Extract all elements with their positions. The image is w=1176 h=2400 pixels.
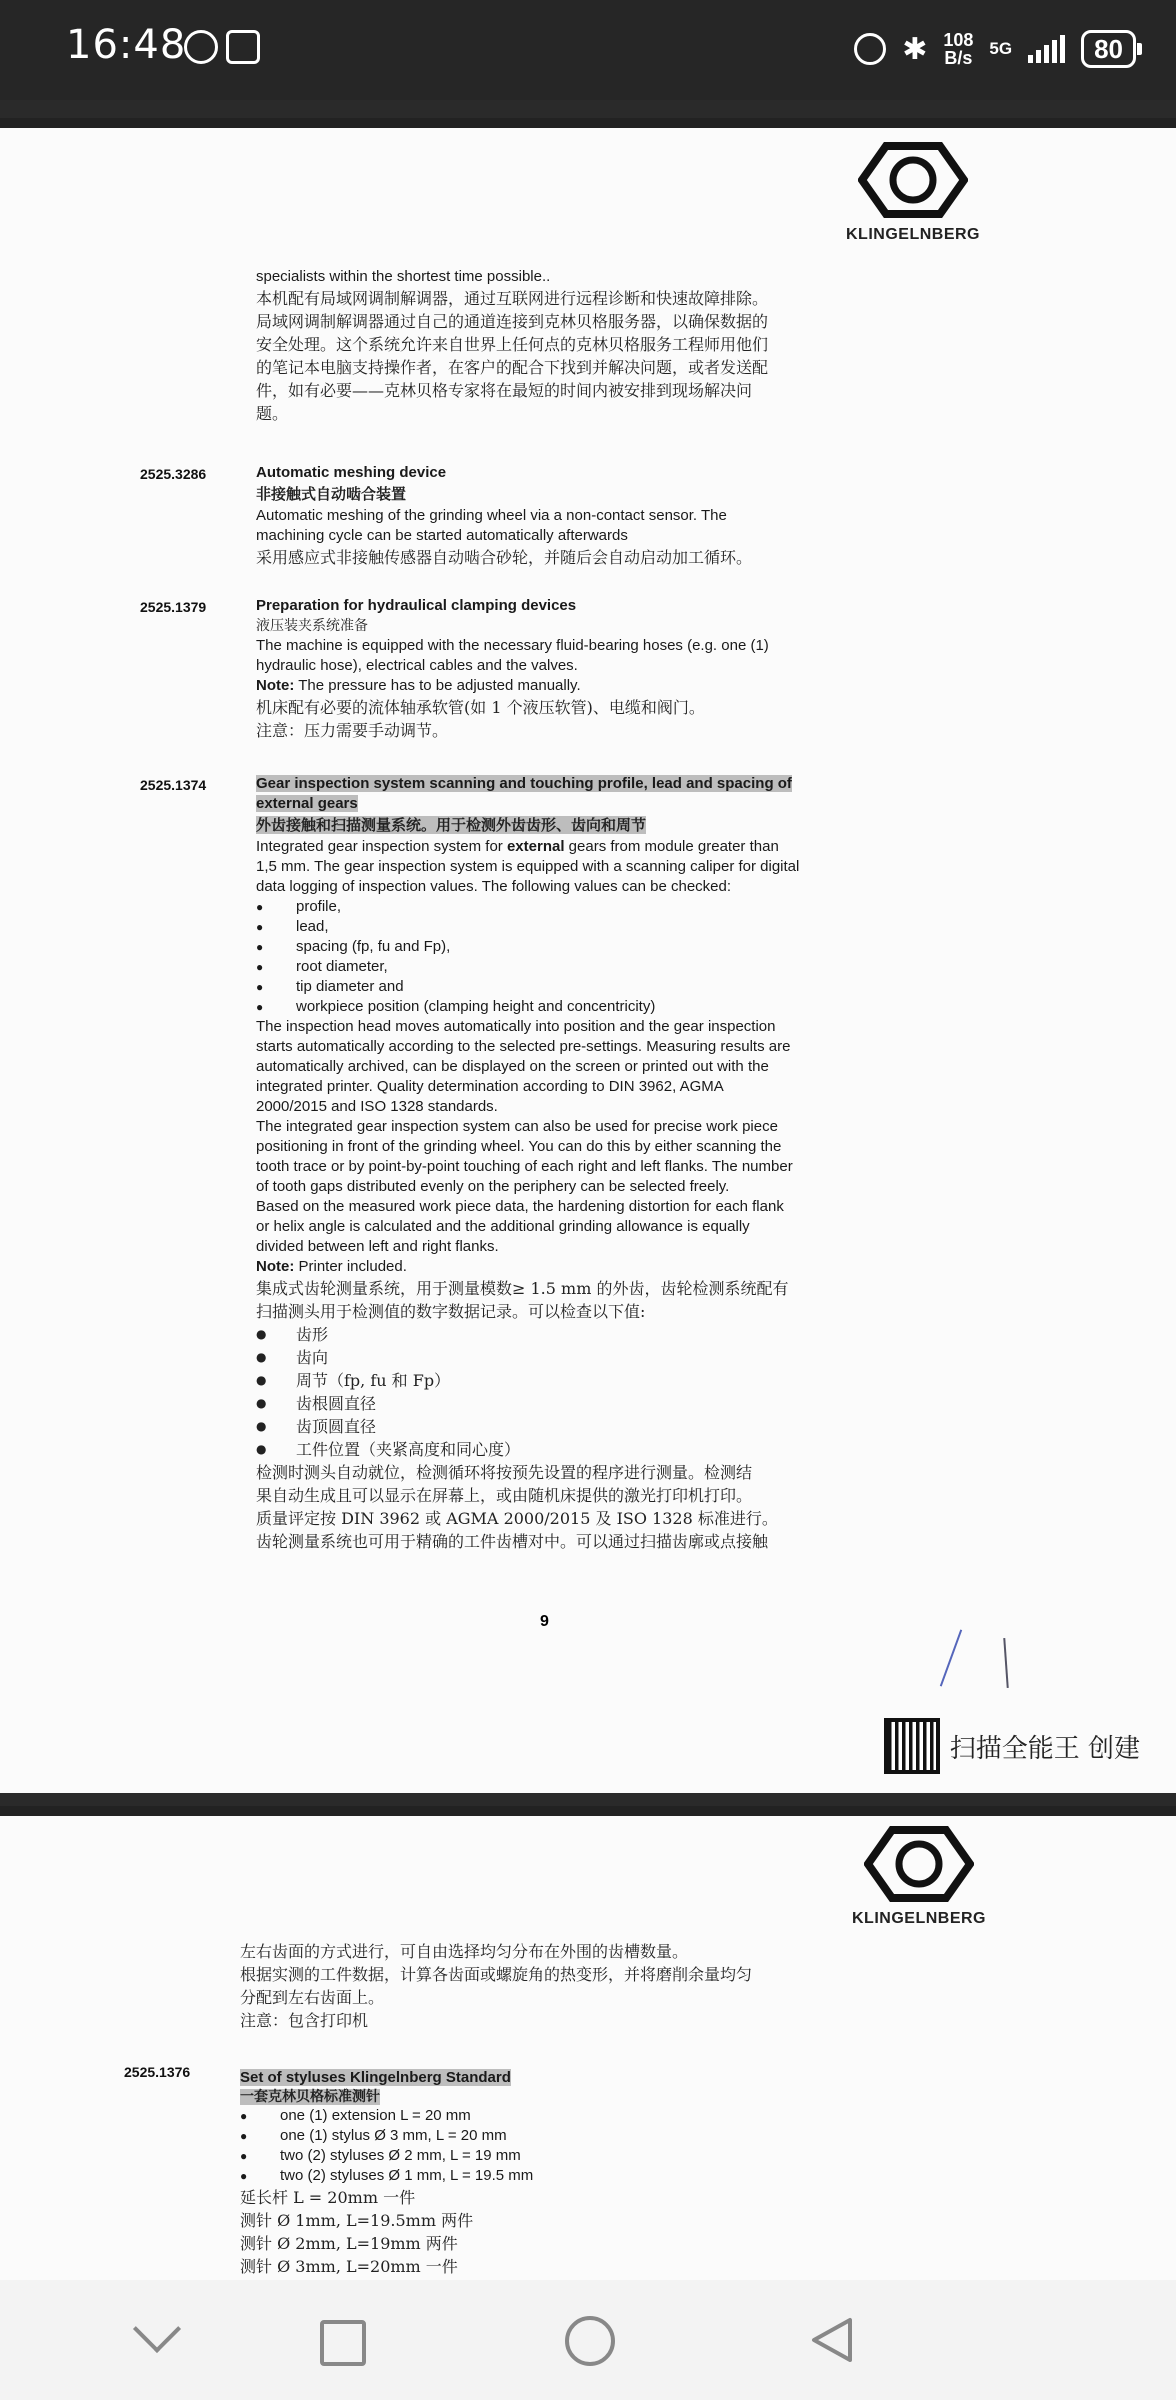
section-body-line: The inspection head moves automatically into position and the gear inspection [256, 1018, 776, 1035]
section-body-line: of tooth gaps distributed evenly on the periphery can be selected freely. [256, 1178, 730, 1195]
list-item: ● one (1) extension L = 20 mm [240, 2106, 920, 2126]
list-item: ● 工件位置（夹紧高度和同心度） [256, 1438, 886, 1461]
app-notification-icon [184, 30, 218, 64]
bluetooth-icon: ✱ [902, 31, 928, 67]
list-item: ● tip diameter and [256, 977, 886, 997]
section-number: 2525.1379 [140, 599, 207, 615]
network-speed: 108 B/s [943, 30, 974, 68]
qr-code-icon [884, 1718, 940, 1774]
logo-hexagon-icon [864, 1824, 974, 1904]
network-type: 5G [989, 39, 1013, 58]
navigation-bar [0, 2280, 1176, 2400]
check-values-list-zh [256, 1323, 886, 1461]
section-body-zh: 注意：包含打印机 [240, 2011, 369, 2030]
section-body-zh: 注意：压力需要手动调节。 [256, 721, 449, 740]
section-body-zh: 左右齿面的方式进行，可自由选择均匀分布在外围的齿槽数量。 [240, 1942, 689, 1961]
section-title-zh: 液压装夹系统准备 [256, 618, 368, 634]
section-body-line: 2000/2015 and ISO 1328 standards. [256, 1098, 498, 1115]
section-title-zh: 一套克林贝格标准测针 [240, 2089, 380, 2105]
section-hydraulic-clamping [256, 596, 916, 742]
section-body-line: integrated printer. Quality determination according to DIN 3962, AGMA [256, 1078, 724, 1095]
section-body-zh: 延长杆 L = 20mm 一件 [240, 2188, 416, 2207]
watermark-text: 扫描全能王 创建 [949, 1733, 1140, 1764]
page-top-border [0, 118, 1176, 128]
clock: 16:48 [66, 22, 187, 68]
section-body-zh: 机床配有必要的流体轴承软管(如 1 个液压软管)、电缆和阀门。 [256, 698, 705, 717]
alarm-icon [854, 33, 886, 65]
section-body-line: Integrated gear inspection system for external gears from module greater than [256, 838, 779, 855]
logo-hexagon-icon [858, 140, 968, 220]
logo-text: KLINGELNBERG [846, 226, 980, 243]
back-button[interactable] [810, 2316, 854, 2364]
page-top-border [0, 1806, 1176, 1816]
document-page-2 [0, 1806, 1176, 2280]
section-body-zh: 测针 Ø 1mm, L=19.5mm 两件 [240, 2211, 474, 2230]
section-body-zh: 果自动生成且可以显示在屏幕上，或由随机床提供的激光打印机打印。 [256, 1486, 753, 1505]
section-number: 2525.1374 [140, 777, 207, 793]
section-body-line: divided between left and right flanks. [256, 1238, 499, 1255]
document-page-1 [0, 118, 1176, 1793]
section-body-zh: 集成式齿轮测量系统，用于测量模数≥ 1.5 mm 的外齿，齿轮检测系统配有 [256, 1279, 789, 1298]
section-body-line: or helix angle is calculated and the additional grinding allowance is equally [256, 1218, 750, 1235]
collapse-chevron-icon[interactable] [133, 2305, 181, 2353]
section-body-line: tooth trace or by point-by-point touching of each right and left flanks. The number [256, 1158, 793, 1175]
section-title: Automatic meshing device [256, 464, 447, 481]
section-body-zh: 分配到左右齿面上。 [240, 1988, 385, 2007]
list-item: ● workpiece position (clamping height and concentricity) [256, 997, 886, 1017]
logo-text: KLINGELNBERG [852, 1910, 986, 1927]
section-body-line: The machine is equipped with the necessary fluid-bearing hoses (e.g. one (1) [256, 637, 769, 654]
section-body-zh: 根据实测的工件数据，计算各齿面或螺旋角的热变形，并将磨削余量均匀 [240, 1965, 753, 1984]
section-body-zh: 采用感应式非接触传感器自动啮合砂轮，并随后会自动启动加工循环。 [256, 548, 753, 567]
section-note: Note: The pressure has to be adjusted manually. [256, 677, 581, 694]
pen-mark [1003, 1638, 1008, 1688]
section-body-zh: 测针 Ø 2mm, L=19mm 两件 [240, 2234, 458, 2253]
section-title: Set of styluses Klingelnberg Standard [240, 2069, 511, 2086]
section-body-zh: 齿轮测量系统也可用于精确的工件齿槽对中。可以通过扫描齿廓或点接触 [256, 1532, 769, 1551]
pen-mark [940, 1629, 962, 1686]
section-body-line: Automatic meshing of the grinding wheel via a non-contact sensor. The [256, 507, 727, 524]
page-number: 9 [540, 1613, 549, 1630]
section-body-line: data logging of inspection values. The following values can be checked: [256, 878, 732, 895]
check-values-list [256, 897, 886, 1017]
section-title-zh: 外齿接触和扫描测量系统。用于检测外齿齿形、齿向和周节 [256, 816, 647, 834]
intro-block [256, 267, 916, 425]
section-body-line: machining cycle can be started automatically afterwards [256, 527, 628, 544]
intro-zh-line: 局域网调制解调器通过自己的通道连接到克林贝格服务器，以确保数据的 [256, 312, 769, 331]
section-title: Gear inspection system scanning and touching profile, lead and spacing of [256, 775, 792, 792]
section-body-line: Based on the measured work piece data, the hardening distortion for each flank [256, 1198, 784, 1215]
scanner-watermark [884, 1718, 1140, 1774]
list-item: ● root diameter, [256, 957, 886, 977]
status-bar [0, 0, 1176, 100]
section-body-line: The integrated gear inspection system can also be used for precise work piece [256, 1118, 778, 1135]
klingelnberg-logo [843, 140, 983, 244]
section-title: Preparation for hydraulical clamping devices [256, 597, 577, 614]
section-gear-inspection [256, 774, 886, 1553]
status-icons [854, 24, 1136, 74]
list-item: ● one (1) stylus Ø 3 mm, L = 20 mm [240, 2126, 920, 2146]
nfc-icon [226, 30, 260, 64]
list-item: ● 齿顶圆直径 [256, 1415, 886, 1438]
home-button[interactable] [565, 2316, 615, 2366]
stylus-list [240, 2106, 920, 2186]
intro-zh-line: 件，如有必要——克林贝格专家将在最短的时间内被安排到现场解决问 [256, 381, 753, 400]
section-number: 2525.1376 [124, 2064, 191, 2080]
section-body-line: hydraulic hose), electrical cables and the valves. [256, 657, 578, 674]
klingelnberg-logo [849, 1824, 989, 1928]
section-body-line: automatically archived, can be displayed on the screen or printed out with the [256, 1058, 769, 1075]
section-body-zh: 测针 Ø 3mm, L=20mm 一件 [240, 2257, 458, 2276]
list-item: ● 周节（fp, fu 和 Fp） [256, 1369, 886, 1392]
section-number: 2525.3286 [140, 466, 207, 482]
section-title-zh: 非接触式自动啮合装置 [256, 485, 407, 503]
list-item: ● 齿根圆直径 [256, 1392, 886, 1415]
section-stylus-set [240, 2068, 920, 2278]
section-body-zh: 质量评定按 DIN 3962 或 AGMA 2000/2015 及 ISO 1328 标准进行。 [256, 1509, 778, 1528]
list-item: ● lead, [256, 917, 886, 937]
section-body-zh: 检测时测头自动就位，检测循环将按预先设置的程序进行测量。检测结 [256, 1463, 753, 1482]
intro-zh-line: 本机配有局域网调制解调器，通过互联网进行远程诊断和快速故障排除。 [256, 289, 769, 308]
intro-zh-line: 安全处理。这个系统允许来自世界上任何点的克林贝格服务工程师用他们 [256, 335, 769, 354]
section-automatic-meshing [256, 463, 916, 569]
section-body-line: 1,5 mm. The gear inspection system is equipped with a scanning caliper for digital [256, 858, 800, 875]
list-item: ● spacing (fp, fu and Fp), [256, 937, 886, 957]
section-body-line: starts automatically according to the selected pre-settings. Measuring results are [256, 1038, 791, 1055]
section-note: Note: Printer included. [256, 1258, 407, 1275]
battery-indicator: 80 [1081, 30, 1136, 68]
signal-icon [1028, 35, 1065, 63]
continuation-block [240, 1940, 920, 2032]
section-body-line: positioning in front of the grinding wheel. You can do this by either scanning the [256, 1138, 782, 1155]
recent-apps-button[interactable] [320, 2320, 366, 2366]
intro-en: specialists within the shortest time possible.. [256, 268, 551, 285]
section-body-zh: 扫描测头用于检测值的数字数据记录。可以检查以下值: [256, 1302, 646, 1321]
list-item: ● two (2) styluses Ø 1 mm, L = 19.5 mm [240, 2166, 920, 2186]
list-item: ● two (2) styluses Ø 2 mm, L = 19 mm [240, 2146, 920, 2166]
section-title: external gears [256, 795, 358, 812]
list-item: ● profile, [256, 897, 886, 917]
intro-zh-line: 题。 [256, 404, 289, 423]
list-item: ● 齿向 [256, 1346, 886, 1369]
intro-zh-line: 的笔记本电脑支持操作者，在客户的配合下找到并解决问题，或者发送配 [256, 358, 769, 377]
list-item: ● 齿形 [256, 1323, 886, 1346]
